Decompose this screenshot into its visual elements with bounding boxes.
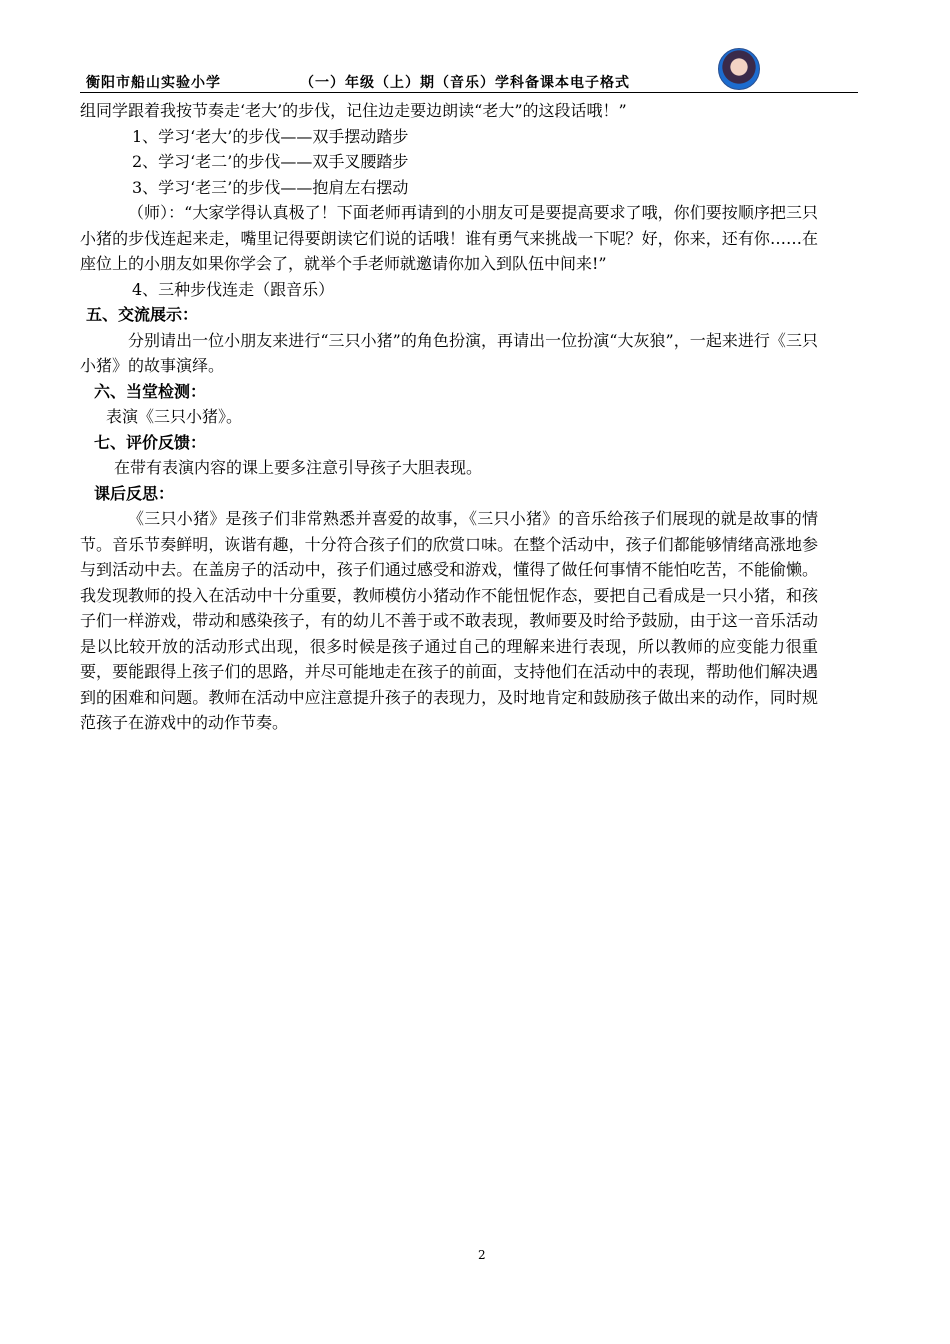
section-5-text: 分别请出一位小朋友来进行“三只小猪”的角色扮演，再请出一位扮演“大灰狼”，一起来进行《三只小猪》的故事演绎。	[80, 330, 818, 375]
section-6-title: 六、当堂检测：	[94, 381, 207, 401]
document-body	[80, 98, 818, 736]
step-1: 1、学习‘老大’的步伐——双手摆动踏步	[132, 126, 409, 146]
page-number: 2	[478, 1248, 486, 1262]
reflection-title: 课后反思：	[94, 483, 175, 503]
section-7-title: 七、评价反馈：	[94, 432, 207, 452]
step-4: 4、三种步伐连走（跟音乐）	[132, 279, 335, 299]
section-6-text: 表演《三只小猪》。	[106, 407, 243, 426]
section-7-text: 在带有表演内容的课上要多注意引导孩子大胆表现。	[114, 458, 483, 477]
section-5-title: 五、交流展示：	[86, 305, 199, 324]
step-2: 2、学习‘老二’的步伐——双手叉腰踏步	[132, 152, 409, 171]
step-3: 3、学习‘老三’的步伐——抱肩左右摆动	[132, 177, 409, 197]
page-header	[80, 62, 858, 93]
intro-line: 组同学跟着我按节奏走‘老大’的步伐，记住边走要边朗读“老大”的这段话哦！”	[80, 101, 627, 120]
school-name: 衡阳市船山实验小学	[86, 75, 221, 91]
document-subject: （一）年级（上）期（音乐）学科备课本电子格式	[300, 75, 630, 91]
reflection-text: 《三只小猪》是孩子们非常熟悉并喜爱的故事，《三只小猪》的音乐给孩子们展现的就是故事的情节。音乐节奏鲜明，诙谐有趣，十分符合孩子们的欣赏口味。在整个活动中，孩子们都能够情绪高涨地参与到活动中去。在盖房子的活动中，孩子们通过感受和游戏，懂得了做任何事情不能怕吃苦，不能偷懒。我发现教师的投入在活动中十分重要，教师模仿小猪动作不能忸怩作态，要把自己看成是一只小猪，和孩子们一样游戏，带动和感染孩子，有的幼儿不善于或不敢表现，教师要及时给予鼓励，由于这一音乐活动是以比较开放的活动形式出现，很多时候是孩子通过自己的理解来进行表现，所以教师的应变能力很重要，要能跟得上孩子们的思路，并尽可能地走在孩子的前面，支持他们在活动中的表现，帮助他们解决遇到的困难和问题。教师在活动中应注意提升孩子的表现力，及时地肯定和鼓励孩子做出来的动作，同时规范孩子在游戏中的动作节奏。	[80, 509, 818, 732]
teacher-paragraph: （师）：“大家学得认真极了！下面老师再请到的小朋友可是要提高要求了哦，你们要按顺序把三只小猪的步伐连起来走，嘴里记得要朗读它们说的话哦！谁有勇气来挑战一下呢？好，你来，还有你……在座位上的小朋友如果你学会了，就举个手老师就邀请你加入到队伍中间来!”	[80, 203, 818, 273]
avatar	[718, 48, 760, 90]
